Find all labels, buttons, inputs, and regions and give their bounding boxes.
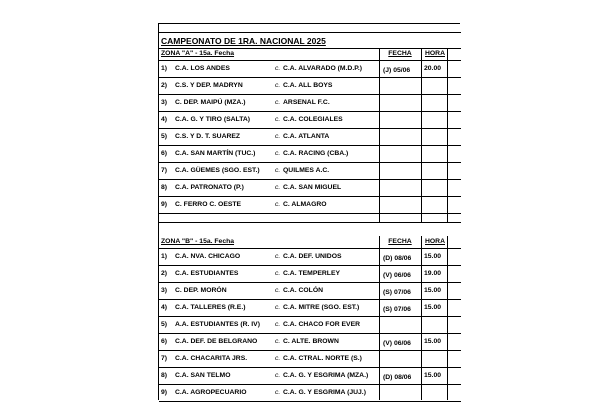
gridline bbox=[159, 213, 461, 214]
home-team: A.A. ESTUDIANTES (R. IV) bbox=[175, 321, 260, 328]
match-number: 9) bbox=[161, 201, 168, 208]
table-row bbox=[159, 94, 461, 112]
table-row bbox=[159, 350, 461, 368]
table-row bbox=[159, 128, 461, 146]
versus-label: c. bbox=[275, 372, 281, 379]
match-date: (S) 07/06 bbox=[383, 306, 411, 313]
zone-header bbox=[159, 236, 461, 248]
table-row bbox=[159, 111, 461, 129]
versus-label: c. bbox=[275, 99, 281, 106]
match-time: 15.00 bbox=[424, 372, 442, 379]
match-date: (D) 08/06 bbox=[383, 374, 412, 381]
col-fecha-header: FECHA bbox=[388, 50, 412, 57]
match-number: 2) bbox=[161, 270, 168, 277]
versus-label: c. bbox=[275, 270, 281, 277]
home-team: C.A. NVA. CHICAGO bbox=[175, 253, 241, 260]
match-number: 5) bbox=[161, 321, 168, 328]
col-fecha-header: FECHA bbox=[388, 238, 412, 245]
away-team: ARSENAL F.C. bbox=[283, 99, 330, 106]
match-number: 8) bbox=[161, 372, 168, 379]
table-row bbox=[159, 333, 461, 351]
table-row bbox=[159, 367, 461, 385]
match-number: 1) bbox=[161, 253, 168, 260]
gridline bbox=[159, 222, 461, 223]
match-time: 15.00 bbox=[424, 287, 442, 294]
home-team: C. FERRO C. OESTE bbox=[175, 201, 242, 208]
match-number: 3) bbox=[161, 99, 168, 106]
match-number: 8) bbox=[161, 184, 168, 191]
home-team: C. DEP. MAIPÚ (MZA.) bbox=[175, 99, 246, 106]
home-team: C.A. SAN MARTÍN (TUC.) bbox=[175, 150, 256, 157]
versus-label: c. bbox=[275, 82, 281, 89]
match-number: 4) bbox=[161, 116, 168, 123]
away-team: C. ALTE. BROWN bbox=[283, 338, 339, 345]
versus-label: c. bbox=[275, 287, 281, 294]
match-number: 6) bbox=[161, 338, 168, 345]
away-team: C.A. COLEGIALES bbox=[283, 116, 343, 123]
away-team: C.A. COLÓN bbox=[283, 287, 324, 294]
gridline bbox=[159, 32, 461, 33]
table-row bbox=[159, 316, 461, 334]
home-team: C.A. SAN TELMO bbox=[175, 372, 231, 379]
match-number: 2) bbox=[161, 82, 168, 89]
match-time: 15.00 bbox=[424, 304, 442, 311]
home-team: C.A. TALLERES (R.E.) bbox=[175, 304, 246, 311]
away-team: C.A. ATLANTA bbox=[283, 133, 330, 140]
away-team: C.A. ALVARADO (M.D.P.) bbox=[283, 65, 363, 72]
page-title: CAMPEONATO DE 1RA. NACIONAL 2025 bbox=[161, 36, 326, 46]
match-date: (S) 07/06 bbox=[383, 289, 411, 296]
match-number: 7) bbox=[161, 355, 168, 362]
match-date: (V) 06/06 bbox=[383, 272, 411, 279]
home-team: C.S. Y DEP. MADRYN bbox=[175, 82, 243, 89]
table-row bbox=[159, 77, 461, 95]
away-team: C.A. G. Y ESGRIMA (MZA.) bbox=[283, 372, 369, 379]
versus-label: c. bbox=[275, 389, 281, 396]
away-team: C.A. MITRE (SGO. EST.) bbox=[283, 304, 360, 311]
away-team: C.A. RACING (CBA.) bbox=[283, 150, 349, 157]
match-date: (V) 06/06 bbox=[383, 340, 411, 347]
away-team: C.A. CHACO FOR EVER bbox=[283, 321, 361, 328]
table-row bbox=[159, 60, 461, 78]
versus-label: c. bbox=[275, 321, 281, 328]
versus-label: c. bbox=[275, 65, 281, 72]
home-team: C.S. Y D. T. SUAREZ bbox=[175, 133, 241, 140]
home-team: C.A. LOS ANDES bbox=[175, 65, 230, 72]
versus-label: c. bbox=[275, 184, 281, 191]
home-team: C.A. GÜEMES (SGO. EST.) bbox=[175, 167, 260, 174]
away-team: C. ALMAGRO bbox=[283, 201, 327, 208]
versus-label: c. bbox=[275, 133, 281, 140]
home-team: C. DEP. MORÓN bbox=[175, 287, 227, 294]
zone-title: ZONA "A" - 15a. Fecha bbox=[161, 50, 235, 57]
home-team: C.A. PATRONATO (P.) bbox=[175, 184, 244, 191]
table-row bbox=[159, 179, 461, 197]
match-date: (D) 08/06 bbox=[383, 255, 412, 262]
match-number: 1) bbox=[161, 65, 168, 72]
home-team: C.A. ESTUDIANTES bbox=[175, 270, 239, 277]
away-team: C.A. DEF. UNIDOS bbox=[283, 253, 342, 260]
home-team: C.A. DEF. DE BELGRANO bbox=[175, 338, 258, 345]
versus-label: c. bbox=[275, 355, 281, 362]
table-row bbox=[159, 282, 461, 300]
match-number: 9) bbox=[161, 389, 168, 396]
table-row bbox=[159, 265, 461, 283]
away-team: C.A. G. Y ESGRIMA (JUJ.) bbox=[283, 389, 366, 396]
col-hora-header: HORA bbox=[424, 50, 445, 57]
col-hora-header: HORA bbox=[424, 238, 445, 245]
match-time: 15.00 bbox=[424, 253, 442, 260]
table-row bbox=[159, 299, 461, 317]
table-row bbox=[159, 196, 461, 214]
versus-label: c. bbox=[275, 338, 281, 345]
home-team: C.A. CHACARITA JRS. bbox=[175, 355, 248, 362]
match-time: 15.00 bbox=[424, 338, 442, 345]
match-number: 5) bbox=[161, 133, 168, 140]
match-number: 7) bbox=[161, 167, 168, 174]
table-row bbox=[159, 384, 461, 402]
away-team: QUILMES A.C. bbox=[283, 167, 330, 174]
versus-label: c. bbox=[275, 253, 281, 260]
versus-label: c. bbox=[275, 150, 281, 157]
top-grid bbox=[158, 0, 460, 24]
away-team: C.A. SAN MIGUEL bbox=[283, 184, 342, 191]
zone-title: ZONA "B" - 15a. Fecha bbox=[161, 238, 235, 245]
away-team: C.A. ALL BOYS bbox=[283, 82, 333, 89]
match-number: 4) bbox=[161, 304, 168, 311]
home-team: C.A. AGROPECUARIO bbox=[175, 389, 247, 396]
match-time: 20.00 bbox=[424, 65, 442, 72]
versus-label: c. bbox=[275, 167, 281, 174]
table-row bbox=[159, 248, 461, 266]
versus-label: c. bbox=[275, 201, 281, 208]
away-team: C.A. TEMPERLEY bbox=[283, 270, 341, 277]
home-team: C.A. G. Y TIRO (SALTA) bbox=[175, 116, 251, 123]
match-date: (J) 05/06 bbox=[383, 67, 411, 74]
match-number: 3) bbox=[161, 287, 168, 294]
match-number: 6) bbox=[161, 150, 168, 157]
versus-label: c. bbox=[275, 304, 281, 311]
table-row bbox=[159, 162, 461, 180]
away-team: C.A. CTRAL. NORTE (S.) bbox=[283, 355, 362, 362]
match-time: 19.00 bbox=[424, 270, 442, 277]
versus-label: c. bbox=[275, 116, 281, 123]
table-row bbox=[159, 145, 461, 163]
zone-header bbox=[159, 48, 461, 60]
fixture-sheet bbox=[158, 24, 461, 400]
